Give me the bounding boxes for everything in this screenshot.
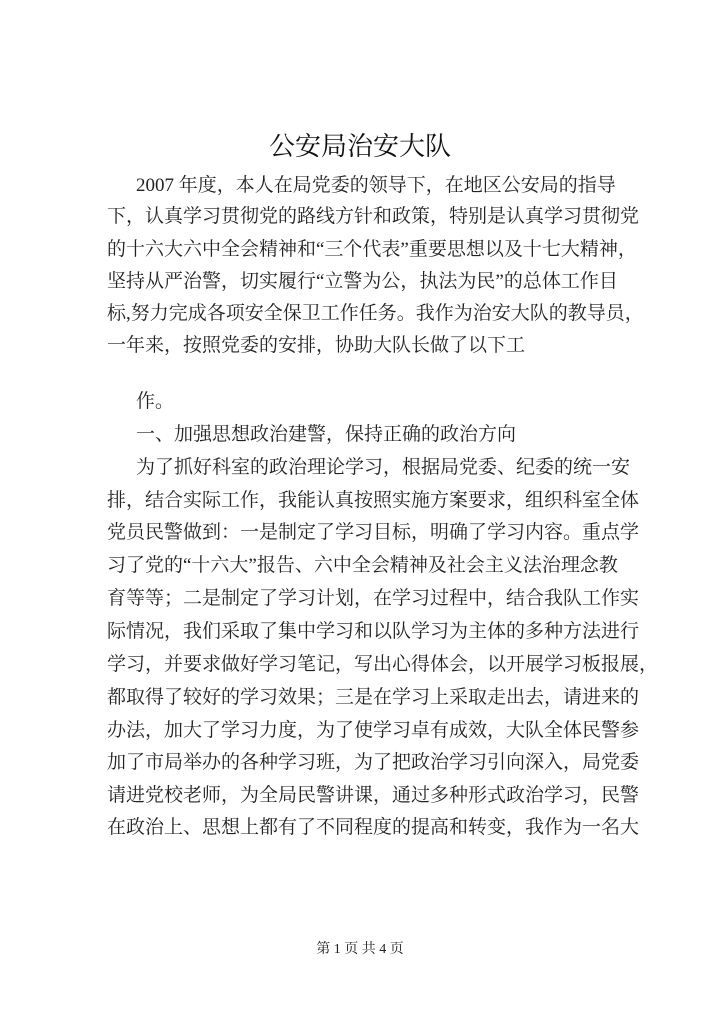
page-footer: 第 1 页 共 4 页 (316, 942, 404, 957)
body-line: 都取得了较好的学习效果；三是在学习上采取走出去，请进来的 (107, 687, 640, 708)
body-line: 加了市局举办的各种学习班，为了把政治学习引向深入，局党委 (107, 752, 640, 773)
body-line: 作。 (136, 391, 175, 412)
page-title: 公安局治安大队 (268, 132, 451, 161)
body-line: 学习，并要求做好学习笔记，写出心得体会，以开展学习板报展， (107, 654, 659, 675)
section-heading: 一、加强思想政治建警，保持正确的政治方向 (136, 424, 517, 445)
body-line: 办法，加大了学习力度，为了使学习卓有成效，大队全体民警参 (107, 720, 640, 741)
body-line: 育等等；二是制定了学习计划，在学习过程中，结合我队工作实 (107, 588, 640, 609)
body-line: 一年来，按照党委的安排，协助大队长做了以下工 (107, 335, 526, 356)
body-line: 下，认真学习贯彻党的路线方针和政策，特别是认真学习贯彻党 (107, 206, 640, 227)
body-line: 坚持从严治警，切实履行“立警为公，执法为民”的总体工作目 (107, 271, 618, 292)
body-line: 习了党的“十六大”报告、六中全会精神及社会主义法治理念教 (107, 555, 618, 576)
body-line: 党员民警做到：一是制定了学习目标，明确了学习内容。重点学 (107, 522, 640, 543)
body-line: 为了抓好科室的政治理论学习，根据局党委、纪委的统一安 (136, 457, 631, 478)
body-line: 排，结合实际工作，我能认真按照实施方案要求，组织科室全体 (107, 490, 640, 511)
body-line: 际情况，我们采取了集中学习和以队学习为主体的多种方法进行 (107, 621, 640, 642)
body-line: 2007 年度，本人在局党委的领导下，在地区公安局的指导 (136, 175, 616, 196)
body-line: 的十六大六中全会精神和“三个代表”重要思想以及十七大精神， (107, 239, 637, 260)
body-line: 请进党校老师，为全局民警讲课，通过多种形式政治学习，民警 (107, 785, 640, 806)
body-line: 标,努力完成各项安全保卫工作任务。我作为治安大队的教导员， (107, 303, 644, 324)
body-line: 在政治上、思想上都有了不同程度的提高和转变，我作为一名大 (107, 817, 640, 838)
